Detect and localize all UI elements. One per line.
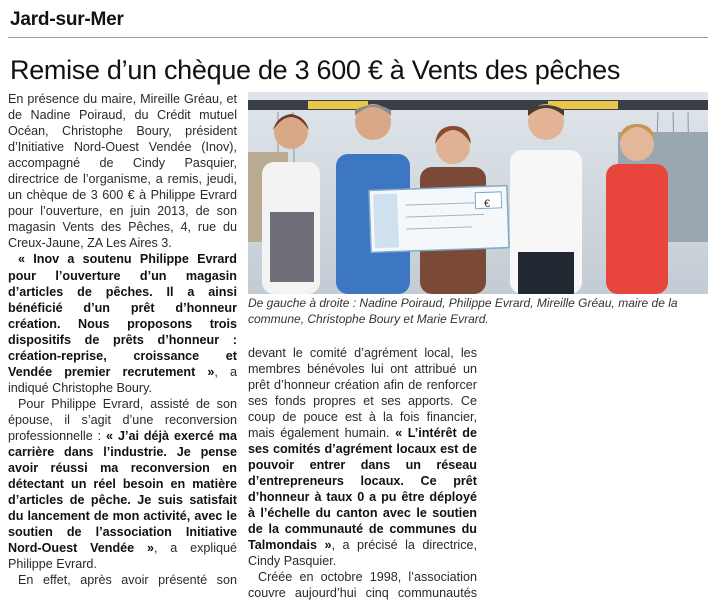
headline: Remise d’un chèque de 3 600 € à Vents des pêches	[10, 55, 621, 85]
paragraph-evrard	[8, 396, 237, 573]
cheque	[369, 186, 509, 253]
photo-caption: De gauche à droite : Nadine Poiraud, Philippe Evrard, Mireille Gréau, maire de la commune, Christophe Boury et Marie Evrard.	[248, 296, 678, 326]
article-column-3	[486, 345, 709, 602]
paragraph-intro: En présence du maire, Mireille Gréau, et de Nadine Poiraud, du Crédit mutuel Océan, Christophe Boury, président d’Initiative Nord-Ouest Vendée (Inov), accompagné de Cindy Pasquier, directrice de l’organisme, a remis, jeudi, un chèque de 3 600 € à Philippe Evrard pour l’ouverture, en juin 2013, de son magasin Vents des Pêches, 4, rue du Creux-Jaune, ZA Les Aires 3.	[8, 92, 237, 251]
article-column-1	[8, 91, 237, 589]
cheque-euro-sign: €	[484, 198, 491, 210]
paragraph-association: Créée en octobre 1998, l’association couvre aujourd’hui cinq communautés	[248, 570, 477, 601]
quote-evrard-attribution: , a expliqué Philippe Evrard.	[8, 541, 237, 572]
comite-lead-cont: devant le comité d’agrément local, les membres bénévoles lui ont attribué un prêt d’honneur création afin de renforcer ses fonds propres et ses apports. Ce coup de pouce est à la fois financier, mais également humain.	[248, 345, 477, 440]
paragraph-comite-continued	[248, 345, 477, 569]
quote-pasquier-cont: « L’intérêt de ses comités d’agrément locaux est de pouvoir entrer dans un réseau d’entrepreneurs locaux. Ce prêt d’honneur à taux 0 a pu être déployé à l’échelle du canton avec le soutien de la communauté de communes du Talmondais »	[248, 425, 477, 553]
quote-boury: « Inov a soutenu Philippe Evrard pour l’ouverture d’un magasin d’articles de pêches. Il a ainsi bénéficié d’un prêt d’honneur création. Nous proposons trois dispositifs de prêts d’honneur : création-reprise, croissance et Vendée premier recrutement »	[8, 252, 237, 379]
quote-boury-attribution: , a indiqué Christophe Boury.	[8, 364, 237, 395]
article-photo	[248, 92, 708, 294]
quote-pasquier-attribution-cont: , a précisé la directrice, Cindy Pasquier.	[248, 538, 477, 569]
quote-evrard: « J’ai déjà exercé ma carrière dans l’industrie. Je pense avoir réussi ma reconversion en détectant un réel besoin en matière d’articles de pêche. Je suis satisfait du lancement de mon activité, avec le soutien de l’association Initiative Nord-Ouest Vendée »	[8, 428, 237, 556]
evrard-lead: Pour Philippe Evrard, assisté de son épouse, il s’agit d’une reconversion professionnelle :	[8, 396, 237, 443]
section-title: Jard-sur-Mer	[10, 9, 124, 30]
comite-lead: En effet, après avoir présenté son	[18, 573, 237, 588]
paragraph-quote-boury	[8, 251, 237, 395]
photo-illustration	[248, 92, 708, 294]
article-column-2	[248, 345, 477, 602]
paragraph-comite	[8, 572, 237, 588]
header-rule	[8, 37, 708, 38]
